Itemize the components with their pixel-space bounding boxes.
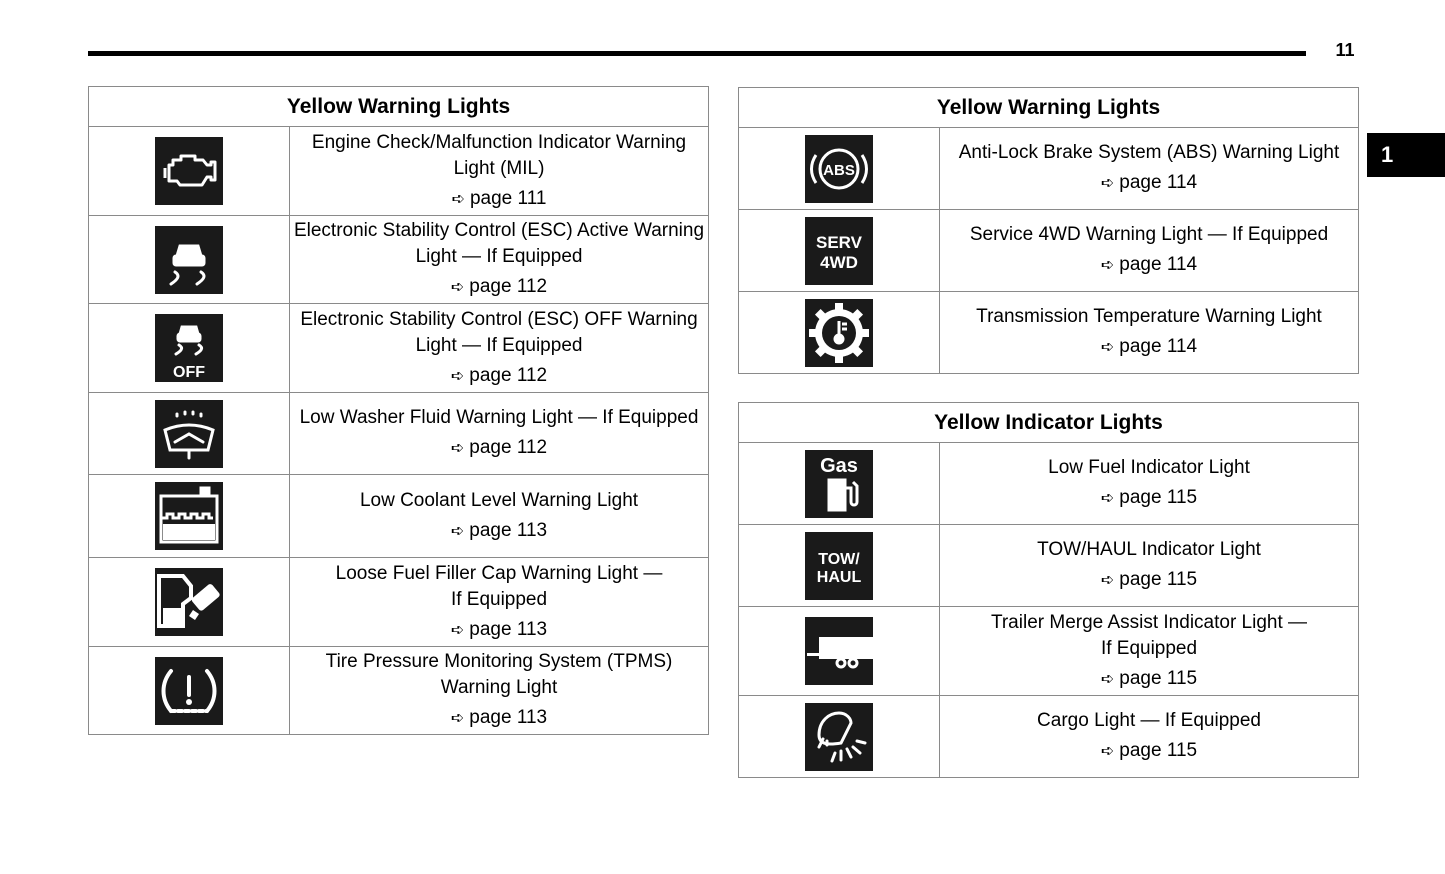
serv-4wd-icon xyxy=(805,217,873,285)
row-text-line: Transmission Temperature Warning Light xyxy=(976,306,1322,327)
arrow-right-icon: ➪ xyxy=(450,710,465,727)
row-text-line: Electronic Stability Control (ESC) OFF Warning xyxy=(300,308,698,330)
arrow-right-icon: ➪ xyxy=(450,279,465,296)
page-reference[interactable]: ➪ page 112 xyxy=(290,363,708,390)
abs-icon xyxy=(805,135,873,203)
row-text-line: Light — If Equipped xyxy=(415,334,583,356)
arrow-right-icon: ➪ xyxy=(451,190,465,208)
row-text-line: Loose Fuel Filler Cap Warning Light — xyxy=(335,562,663,584)
table-row xyxy=(739,696,1359,778)
page-reference[interactable]: ➪ page 114 xyxy=(940,252,1358,279)
table-row xyxy=(739,210,1359,292)
row-text-line: Low Fuel Indicator Light xyxy=(1048,457,1250,478)
esc-off-icon xyxy=(155,314,223,382)
washer-fluid-icon xyxy=(155,400,223,468)
page-reference[interactable]: ➪ page 113 xyxy=(290,518,708,545)
transmission-temp-icon xyxy=(805,299,873,367)
arrow-right-icon: ➪ xyxy=(450,621,465,639)
row-text-line: Service 4WD Warning Light — If Equipped xyxy=(969,224,1329,245)
fuel-cap-icon xyxy=(155,568,223,636)
icon-text: OFF xyxy=(173,364,205,381)
icon-text: Gas xyxy=(820,454,858,477)
page-reference[interactable]: ➪ page 114 xyxy=(940,170,1358,197)
row-text-line: Light — If Equipped xyxy=(415,246,583,267)
icon-text: TOW/ xyxy=(818,550,860,568)
table-row xyxy=(739,525,1359,607)
arrow-right-icon: ➪ xyxy=(1100,490,1115,507)
row-text-line: Low Coolant Level Warning Light xyxy=(359,489,639,511)
page-reference[interactable]: ➪ page 115 xyxy=(940,666,1358,693)
page-reference[interactable]: ➪ page 112 xyxy=(290,435,708,462)
table-row xyxy=(739,128,1359,210)
table-title: Yellow Indicator Lights xyxy=(739,403,1359,443)
icon-text: SERV xyxy=(816,232,862,252)
table-row xyxy=(89,127,709,216)
table-row xyxy=(89,304,709,393)
icon-text: HAUL xyxy=(816,568,862,586)
arrow-right-icon: ➪ xyxy=(450,367,465,385)
yellow-warning-lights-table xyxy=(88,86,709,735)
engine-check-icon xyxy=(155,137,223,205)
arrow-right-icon: ➪ xyxy=(1100,175,1115,192)
page-reference[interactable]: ➪ page 115 xyxy=(940,567,1358,594)
arrow-right-icon: ➪ xyxy=(1100,670,1115,688)
section-tab[interactable]: 1 xyxy=(1367,133,1445,177)
low-fuel-icon xyxy=(805,450,873,518)
row-text-line: If Equipped xyxy=(450,588,548,610)
page-reference[interactable]: ➪ page 114 xyxy=(940,334,1358,361)
page-reference[interactable]: ➪ page 113 xyxy=(290,705,708,732)
row-text-line: Warning Light xyxy=(440,677,558,698)
row-text-line: Cargo Light — If Equipped xyxy=(1037,710,1261,731)
page-reference[interactable]: ➪ page 111 xyxy=(290,186,708,213)
table-row xyxy=(89,216,709,304)
row-text-line: If Equipped xyxy=(1100,637,1198,659)
coolant-level-icon xyxy=(155,482,223,550)
table-title: Yellow Warning Lights xyxy=(739,88,1359,128)
yellow-indicator-lights-table xyxy=(738,402,1359,778)
icon-text: ABS xyxy=(823,161,855,179)
table-row xyxy=(89,647,709,735)
tow-haul-icon xyxy=(805,532,873,600)
table-title: Yellow Warning Lights xyxy=(89,87,709,127)
trailer-merge-icon xyxy=(805,617,873,685)
row-text-line: Light (MIL) xyxy=(453,157,545,179)
row-text-line: Tire Pressure Monitoring System (TPMS) xyxy=(325,651,673,672)
arrow-right-icon: ➪ xyxy=(1100,743,1115,760)
tpms-icon xyxy=(155,657,223,725)
page-reference[interactable]: ➪ page 112 xyxy=(290,274,708,301)
arrow-right-icon: ➪ xyxy=(1100,572,1115,589)
table-row xyxy=(739,292,1359,374)
page-reference[interactable]: ➪ page 115 xyxy=(940,738,1358,765)
arrow-right-icon: ➪ xyxy=(450,522,465,540)
page-reference[interactable]: ➪ page 113 xyxy=(290,617,708,644)
icon-text: 4WD xyxy=(820,252,858,272)
table-row xyxy=(89,558,709,647)
row-text-line: Electronic Stability Control (ESC) Active Warning xyxy=(293,220,705,241)
row-text-line: Engine Check/Malfunction Indicator Warning xyxy=(311,131,687,153)
table-row xyxy=(739,443,1359,525)
row-text-line: Anti-Lock Brake System (ABS) Warning Light xyxy=(958,142,1340,163)
arrow-right-icon: ➪ xyxy=(1100,257,1115,274)
arrow-right-icon: ➪ xyxy=(1100,339,1115,356)
row-text-line: Trailer Merge Assist Indicator Light — xyxy=(990,611,1308,633)
table-row xyxy=(89,475,709,558)
page-number: 11 xyxy=(1335,40,1355,60)
page-reference[interactable]: ➪ page 115 xyxy=(940,485,1358,512)
table-row xyxy=(739,607,1359,696)
table-row xyxy=(89,393,709,475)
top-rule xyxy=(88,51,1306,56)
esc-active-icon xyxy=(155,226,223,294)
row-text-line: TOW/HAUL Indicator Light xyxy=(1037,539,1261,560)
arrow-right-icon: ➪ xyxy=(450,440,465,457)
row-text-line: Low Washer Fluid Warning Light — If Equipped xyxy=(299,407,699,428)
yellow-warning-lights-table xyxy=(738,87,1359,374)
cargo-light-icon xyxy=(805,703,873,771)
